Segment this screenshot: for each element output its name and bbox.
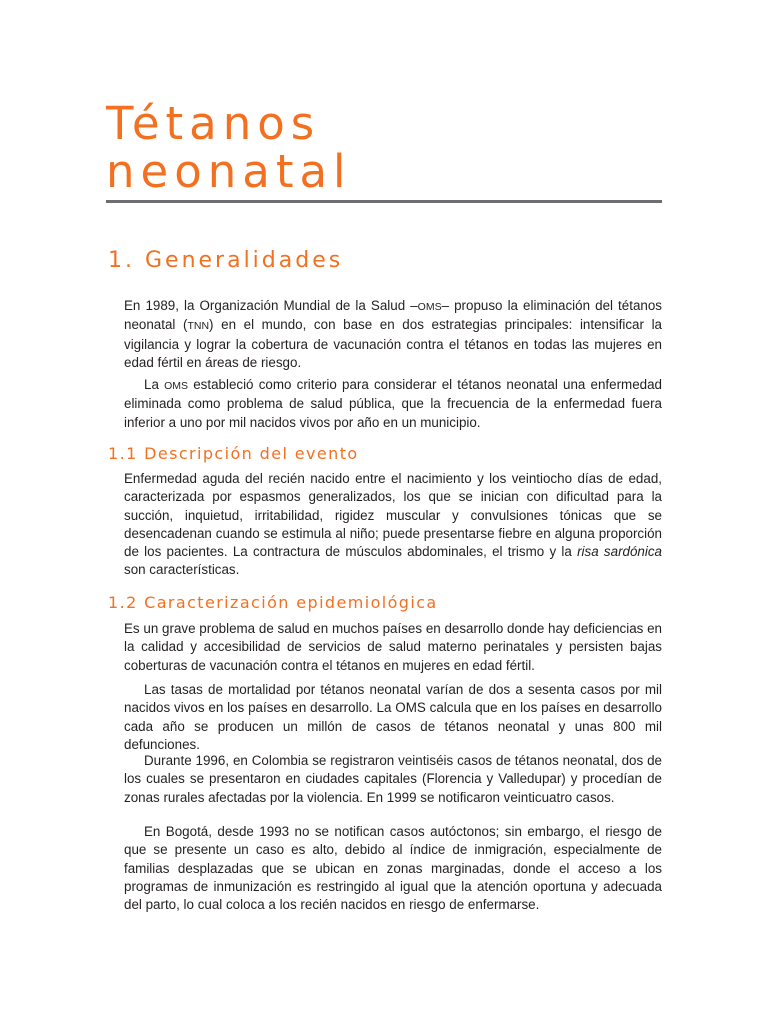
paragraph-generalidades-2: La OMS estableció como criterio para considerar el tétanos neonatal una enfermedad eliminada como problema de salud pública, que la frecuencia de la enfermedad fuera inferior a uno por mil nacidos vivos por año en un municipio.	[124, 377, 662, 430]
abbr-oms: OMS	[417, 301, 442, 313]
title-line-2: neonatal	[106, 145, 352, 198]
paragraph-generalidades-1: En 1989, la Organización Mundial de la Salud –OMS– propuso la eliminación del tétanos neonatal (TNN) en el mundo, con base en dos estrategias principales: intensificar la vigilancia y lograr la cobertura de vacunación contra el tétanos en todas las mujeres en edad fértil en áreas de riesgo.	[124, 298, 662, 370]
title-divider	[106, 200, 662, 203]
abbr-oms: OMS	[164, 380, 189, 392]
paragraph-caracterizacion-4: En Bogotá, desde 1993 no se notifican casos autóctonos; sin embargo, el riesgo de que se presente un caso es alto, debido al índice de inmigración, especialmente de familias desplazadas que se ubican en zonas marginadas, donde el acceso a los programas de inmunización es restringido al igual que la atención oportuna y adecuada del parto, lo cual coloca a los recién nacidos en riesgo de enfermarse.	[124, 824, 662, 913]
section-heading-descripcion: 1.1 Descripción del evento	[108, 444, 359, 463]
paragraph-descripcion-1: Enfermedad aguda del recién nacido entre el nacimiento y los veintiocho días de edad, caracterizada por espasmos generalizados, los que se inician con dificultad para la succión, inquietud, irritabilidad, rigidez muscular y convulsiones tónicas que se desencadenan cuando se estimula al niño; puede presentarse fiebre en alguna proporción de los pacientes. La contractura de músculos abdominales, el trismo y la risa sardónica son características.	[124, 471, 662, 578]
section-heading-generalidades: 1. Generalidades	[108, 248, 344, 273]
page-title	[106, 97, 352, 198]
section-heading-caracterizacion: 1.2 Caracterización epidemiológica	[108, 593, 438, 612]
paragraph-caracterizacion-2: Las tasas de mortalidad por tétanos neonatal varían de dos a sesenta casos por mil nacidos vivos en los países en desarrollo. La OMS calcula que en los países en desarrollo cada año se producen un millón de casos de tétanos neonatal y unas 800 mil defunciones.	[124, 682, 662, 752]
paragraph-caracterizacion-1: Es un grave problema de salud en muchos países en desarrollo donde hay deficiencias en la calidad y accesibilidad de servicios de salud materno perinatales y persisten bajas coberturas de vacunación contra el tétanos en mujeres en edad fértil.	[124, 621, 662, 673]
abbr-tnn: TNN	[187, 320, 210, 333]
emphasis-risa-sardonica: risa sardónica	[577, 544, 662, 560]
title-line-1: Tétanos	[106, 97, 321, 150]
paragraph-caracterizacion-3: Durante 1996, en Colombia se registraron veintiséis casos de tétanos neonatal, dos de los cuales se presentaron en ciudades capitales (Florencia y Valledupar) y procedían de zonas rurales afectadas por la violencia. En 1999 se notificaron veinticuatro casos.	[124, 753, 662, 805]
